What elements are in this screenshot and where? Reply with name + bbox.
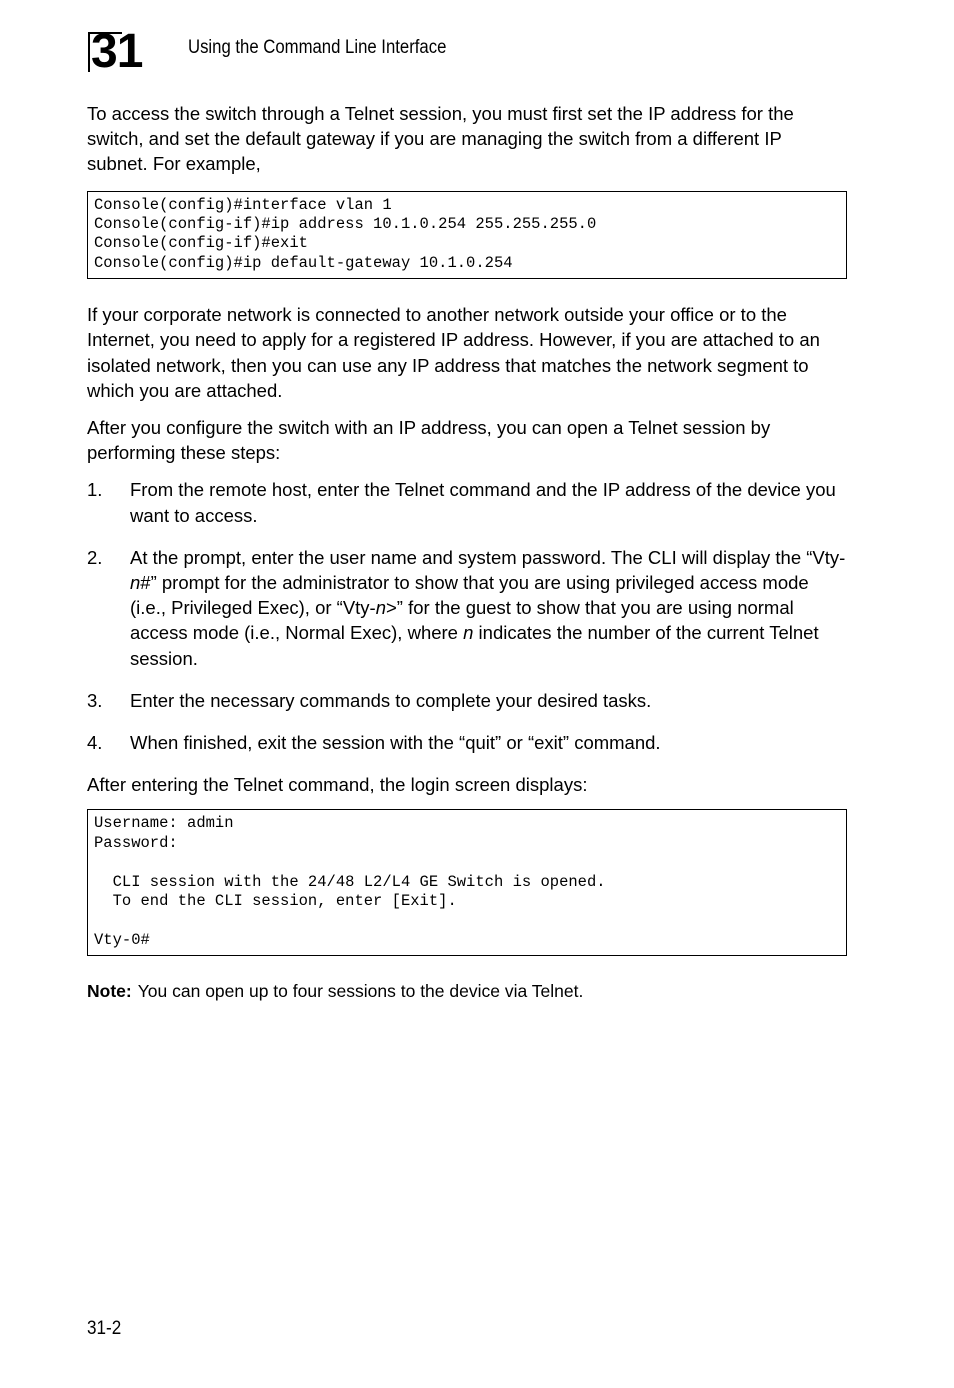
step-number: 3.	[87, 689, 103, 711]
step-number: 2.	[87, 546, 103, 568]
code-line: Vty-0#	[94, 930, 150, 949]
step-text-part: indicates the number of the current Telnet session.	[130, 622, 819, 669]
step-text	[130, 547, 845, 669]
step-text-italic: n	[463, 622, 474, 644]
code-line: Console(config-if)#exit	[94, 234, 308, 253]
login-screen-intro: After entering the Telnet command, the login screen displays:	[87, 774, 588, 796]
step-text: Enter the necessary commands to complete your desired tasks.	[130, 689, 652, 711]
list-item	[87, 477, 847, 527]
telnet-steps-list	[87, 477, 847, 755]
list-item	[87, 545, 847, 671]
code-line	[94, 853, 840, 872]
step-text-italic: n	[130, 572, 141, 594]
note-label: Note:	[87, 981, 132, 1002]
telnet-steps-intro: After you configure the switch with an IP address, you can open a Telnet session by performing these steps:	[87, 417, 771, 464]
registered-ip-paragraph: If your corporate network is connected to another network outside your office or to the Internet, you need to apply for a registered IP address. However, if you are attached to an isolated network, then you can use any IP address that matches the network segment to which you are attached.	[87, 304, 820, 401]
list-item	[87, 730, 847, 755]
code-line: Username: admin	[94, 814, 234, 833]
code-line	[94, 912, 840, 931]
list-item	[87, 688, 847, 713]
step-text: From the remote host, enter the Telnet command and the IP address of the device you want to access.	[130, 479, 836, 526]
code-line: Console(config)#ip default-gateway 10.1.0.254	[94, 253, 513, 272]
page-number: 31-2	[87, 1318, 122, 1339]
step-number: 4.	[87, 732, 103, 754]
code-line: Console(config)#interface vlan 1	[94, 195, 392, 214]
step-text-part: At the prompt, enter the user name and system password. The CLI will display the “Vty-	[130, 546, 846, 568]
page-body	[87, 101, 847, 1003]
step-number: 1.	[87, 479, 103, 501]
code-line: CLI session with the 24/48 L2/L4 GE Switch is opened.	[94, 872, 606, 891]
running-title: Using the Command Line Interface	[188, 37, 447, 58]
step-text-italic: n	[375, 597, 386, 619]
step-text-part: #” prompt for the administrator to show that you are using privileged access mode (i.e., Privileged Exec), or “Vty-	[130, 572, 809, 619]
code-block-ip-config	[87, 191, 847, 280]
intro-paragraph: To access the switch through a Telnet session, you must first set the IP address for the switch, and set the default gateway if you are managing the switch from a different IP subnet. For example,	[87, 103, 794, 175]
code-line: Console(config-if)#ip address 10.1.0.254 255.255.255.0	[94, 215, 597, 234]
step-text-part: >” for the guest to show that you are using normal access mode (i.e., Normal Exec), where	[130, 597, 794, 644]
code-block-login-screen	[87, 809, 847, 956]
note-text: You can open up to four sessions to the device via Telnet.	[137, 981, 584, 1002]
note	[87, 979, 847, 1003]
step-text: When finished, exit the session with the “quit” or “exit” command.	[130, 732, 661, 754]
chapter-number: 31	[91, 25, 143, 78]
code-line: To end the CLI session, enter [Exit].	[94, 892, 457, 911]
code-line: Password:	[94, 833, 178, 852]
